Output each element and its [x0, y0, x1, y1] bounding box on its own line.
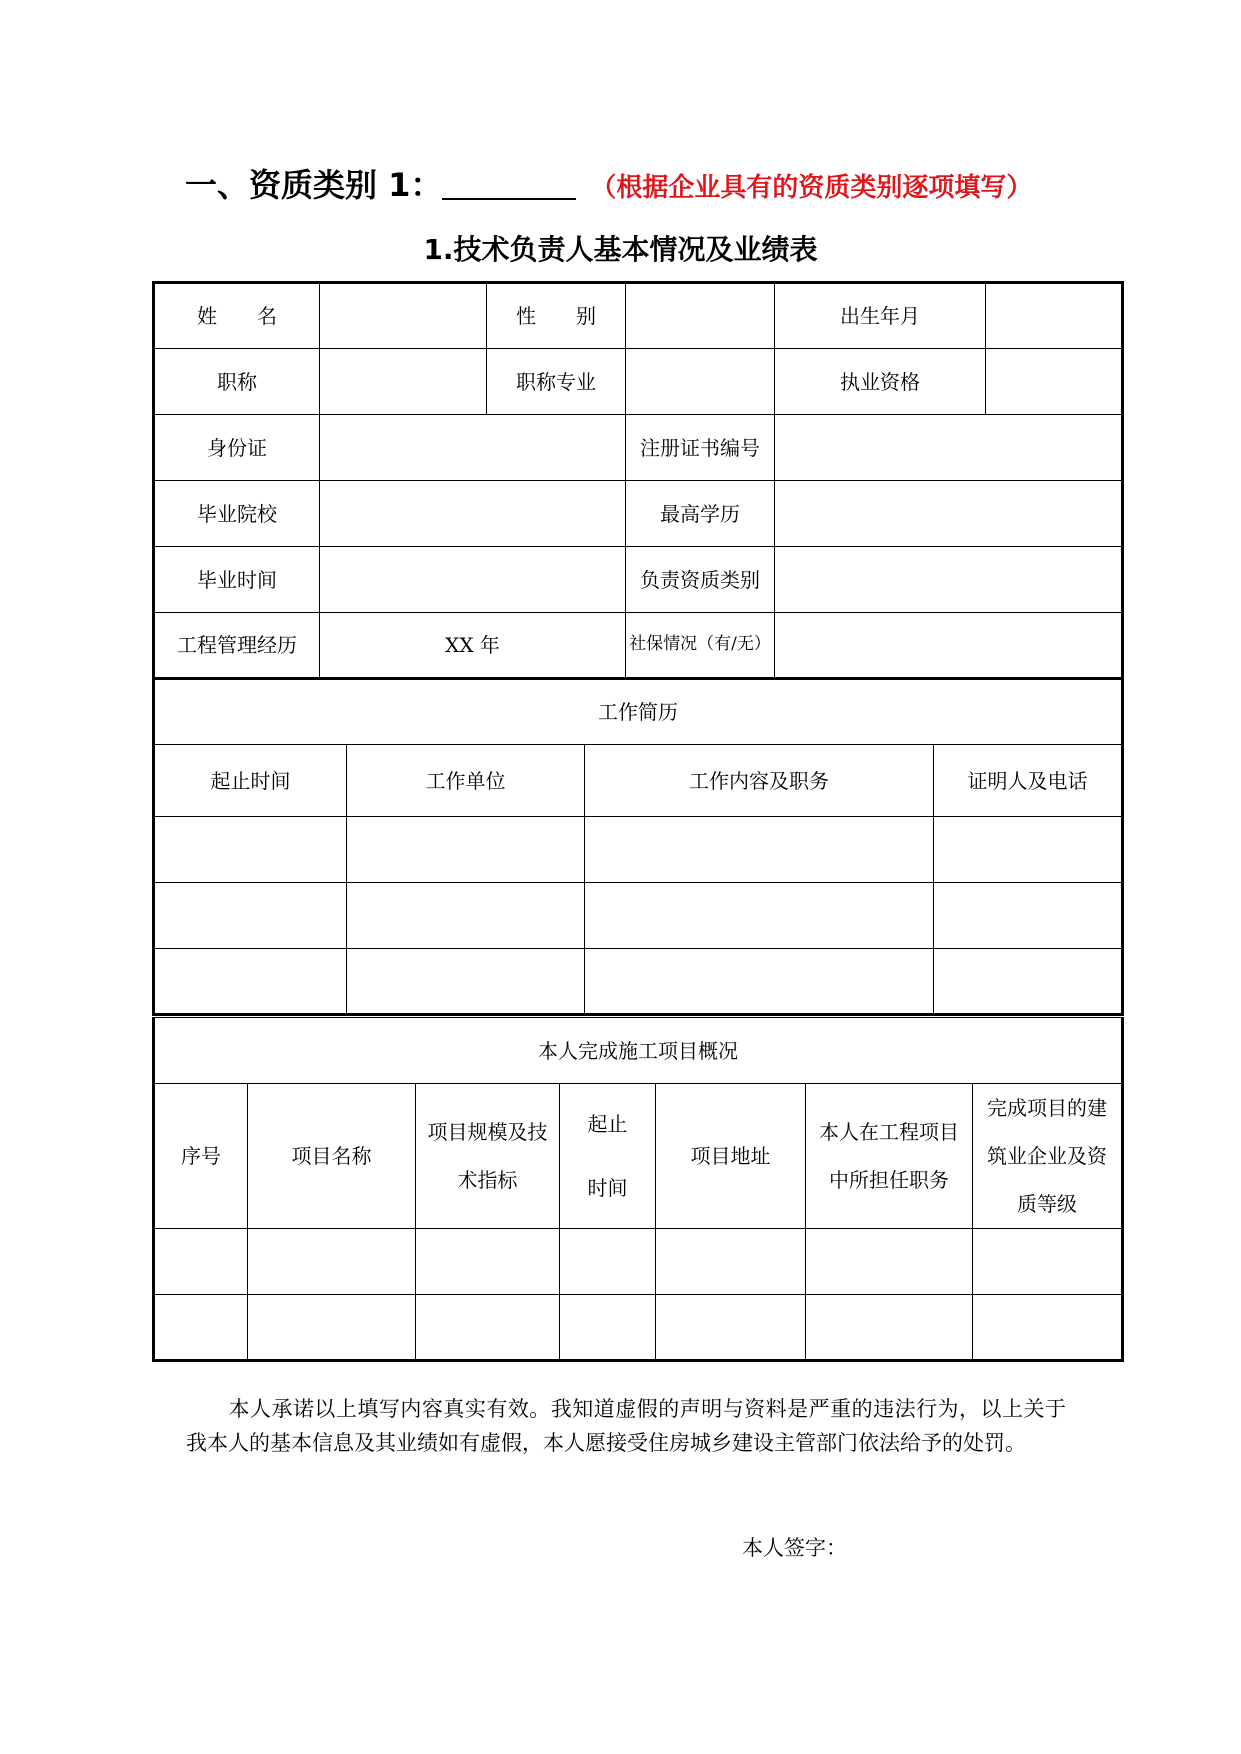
proj-header-company: [973, 1084, 1123, 1229]
proj-header-role: [806, 1084, 973, 1229]
category-blank-line[interactable]: [442, 168, 576, 200]
proj-header-role-text: 本人在工程项目中所担任职务: [819, 1120, 959, 1192]
school-label: 毕业院校: [154, 481, 320, 547]
work-cell[interactable]: [585, 817, 934, 883]
name-input[interactable]: [320, 283, 487, 349]
basic-info-table: [152, 281, 1124, 680]
social-security-label: 社保情况（有/无）: [626, 613, 775, 679]
mgmt-exp-value[interactable]: XX 年: [320, 613, 626, 679]
birth-label: 出生年月: [775, 283, 986, 349]
proj-cell[interactable]: [560, 1295, 656, 1361]
title-major-input[interactable]: [626, 349, 775, 415]
work-cell[interactable]: [154, 949, 347, 1015]
grad-time-input[interactable]: [320, 547, 626, 613]
table-row: [154, 883, 1123, 949]
gender-input[interactable]: [626, 283, 775, 349]
degree-label: 最高学历: [626, 481, 775, 547]
proj-cell[interactable]: [154, 1229, 248, 1295]
work-cell[interactable]: [934, 949, 1123, 1015]
work-cell[interactable]: [934, 883, 1123, 949]
work-cell[interactable]: [347, 949, 585, 1015]
school-input[interactable]: [320, 481, 626, 547]
title-input[interactable]: [320, 349, 487, 415]
work-cell[interactable]: [154, 883, 347, 949]
heading-note: （根据企业具有的资质类别逐项填写）: [590, 173, 1033, 203]
heading-prefix: 一、资质类别 1：: [185, 166, 443, 204]
work-header-period: 起止时间: [154, 745, 347, 817]
social-security-input[interactable]: [775, 613, 1123, 679]
table-row: [154, 817, 1123, 883]
promise-text: 本人承诺以上填写内容真实有效。我知道虚假的声明与资料是严重的违法行为，以上关于我本人的基本信息及其业绩如有虚假，本人愿接受住房城乡建设主管部门依法给予的处罚。: [186, 1397, 1066, 1455]
proj-cell[interactable]: [806, 1229, 973, 1295]
proj-header-period: [560, 1084, 656, 1229]
qualification-label: 执业资格: [775, 349, 986, 415]
table-row: [154, 1229, 1123, 1295]
proj-cell[interactable]: [656, 1229, 806, 1295]
proj-cell[interactable]: [154, 1295, 248, 1361]
projects-table: [152, 1017, 1124, 1362]
name-label: 姓 名: [154, 283, 320, 349]
work-history-table: [152, 678, 1124, 1016]
projects-section-title: 本人完成施工项目概况: [154, 1018, 1123, 1084]
table-row: [154, 949, 1123, 1015]
proj-header-company-text: 完成项目的建筑业企业及资质等级: [987, 1096, 1107, 1216]
table-title: 1.技术负责人基本情况及业绩表: [423, 233, 818, 266]
proj-header-scale: [416, 1084, 560, 1229]
table-row: [154, 1295, 1123, 1361]
proj-header-name: 项目名称: [248, 1084, 416, 1229]
title-label: 职称: [154, 349, 320, 415]
cert-no-input[interactable]: [775, 415, 1123, 481]
proj-header-no: 序号: [154, 1084, 248, 1229]
gender-label: 性 别: [487, 283, 626, 349]
work-cell[interactable]: [934, 817, 1123, 883]
proj-header-scale-text: 项目规模及技术指标: [427, 1120, 548, 1192]
grad-time-label: 毕业时间: [154, 547, 320, 613]
work-header-duties: 工作内容及职务: [585, 745, 934, 817]
cert-no-label: 注册证书编号: [626, 415, 775, 481]
work-cell[interactable]: [347, 817, 585, 883]
resp-category-label: 负责资质类别: [626, 547, 775, 613]
degree-input[interactable]: [775, 481, 1123, 547]
section-heading: [185, 160, 1032, 206]
proj-cell[interactable]: [656, 1295, 806, 1361]
proj-cell[interactable]: [248, 1229, 416, 1295]
work-cell[interactable]: [154, 817, 347, 883]
work-cell[interactable]: [347, 883, 585, 949]
work-cell[interactable]: [585, 949, 934, 1015]
proj-cell[interactable]: [416, 1295, 560, 1361]
work-header-reference: 证明人及电话: [934, 745, 1123, 817]
birth-input[interactable]: [986, 283, 1123, 349]
work-cell[interactable]: [585, 883, 934, 949]
id-label: 身份证: [154, 415, 320, 481]
resp-category-input[interactable]: [775, 547, 1123, 613]
mgmt-exp-label: 工程管理经历: [154, 613, 320, 679]
work-section-title: 工作简历: [154, 679, 1123, 745]
promise-statement: [186, 1392, 1066, 1460]
proj-cell[interactable]: [560, 1229, 656, 1295]
id-input[interactable]: [320, 415, 626, 481]
qualification-input[interactable]: [986, 349, 1123, 415]
proj-header-period-bottom: 时间: [587, 1176, 628, 1200]
signature-label: 本人签字：: [742, 1536, 847, 1560]
proj-cell[interactable]: [973, 1229, 1123, 1295]
proj-cell[interactable]: [806, 1295, 973, 1361]
title-major-label: 职称专业: [487, 349, 626, 415]
proj-header-address: 项目地址: [656, 1084, 806, 1229]
proj-cell[interactable]: [248, 1295, 416, 1361]
work-header-employer: 工作单位: [347, 745, 585, 817]
proj-cell[interactable]: [416, 1229, 560, 1295]
proj-header-period-top: 起止: [587, 1112, 628, 1136]
proj-cell[interactable]: [973, 1295, 1123, 1361]
